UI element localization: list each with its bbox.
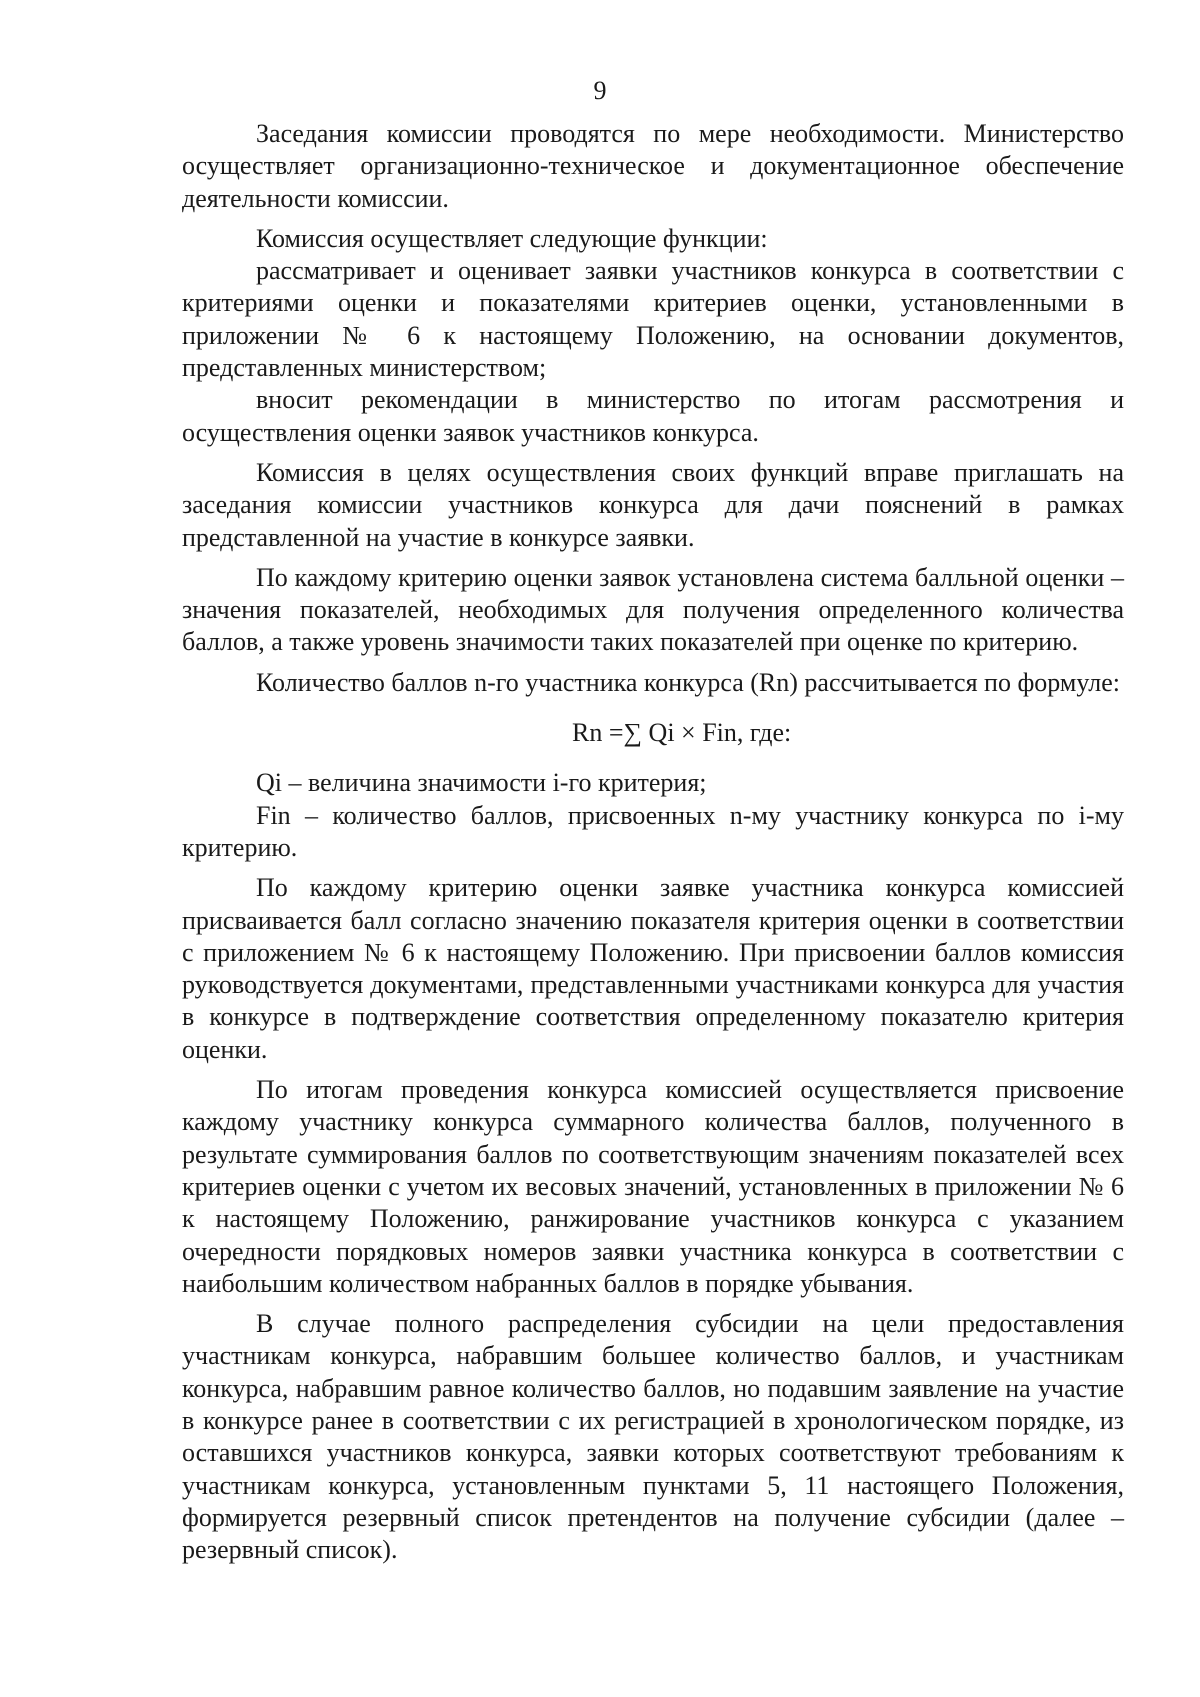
paragraph-function-recommend: вносит рекомендации в министерство по итогам рассмотрения и осуществления оценки заявок участников конкурса. xyxy=(182,385,1124,447)
paragraph-function-review: рассматривает и оценивает заявки участников конкурса в соответствии с критериями оценки и показателями критериев оценки, установленными в приложении № 6 к настоящему Положению, на основании документов, представленных министерством; xyxy=(182,256,1124,383)
paragraph-scoring-system: По каждому критерию оценки заявок установлена система балльной оценки – значения показателей, необходимых для получения определенного количества баллов, а также уровень значимости таких показателей при оценке по критерию. xyxy=(182,562,1124,657)
paragraph-ranking: По итогам проведения конкурса комиссией осуществляется присвоение каждому участнику конкурса суммарного количества баллов, полученного в результате суммирования баллов по соответствующим значениям показателей всех критериев оценки с учетом их весовых значений, установленных в приложении № 6 к настоящему Положению, ранжирование участников конкурса с указанием очередности порядковых номеров заявки участника конкурса в соответствии с наибольшим количеством набранных баллов в порядке убывания. xyxy=(182,1075,1124,1298)
definition-fin: Fin – количество баллов, присвоенных n-му участнику конкурса по i-му критерию. xyxy=(182,800,1124,862)
paragraph-functions-intro: Комиссия осуществляет следующие функции: xyxy=(256,223,768,253)
paragraph-invite: Комиссия в целях осуществления своих функций вправе приглашать на заседания комиссии участников конкурса для дачи пояснений в рамках представленной на участие в конкурсе заявки. xyxy=(182,457,1124,552)
paragraph-reserve-list: В случае полного распределения субсидии на цели предоставления участникам конкурса, набравшим большее количество баллов, и участникам конкурса, набравшим равное количество баллов, но подавшим заявление на участие в конкурсе ранее в соответствии с их регистрацией в хронологическом порядке, из оставшихся участников конкурса, заявки которых соответствуют требованиям к участникам конкурса, установленным пунктами 5, 11 настоящего Положения, формируется резервный список претендентов на получение субсидии (далее – резервный список). xyxy=(182,1309,1124,1565)
paragraph-score-count: Количество баллов n-го участника конкурса (Rn) рассчитывается по формуле: xyxy=(256,667,1120,697)
paragraph-score-assignment: По каждому критерию оценки заявке участника конкурса комиссией присваивается балл согласно значению показателя критерия оценки в соответствии с приложением № 6 к настоящему Положению. При присвоении баллов комиссия руководствуется документами, представленными участниками конкурса для участия в конкурсе в подтверждение соответствия определенному показателю критерия оценки. xyxy=(182,873,1124,1064)
paragraph-meetings: Заседания комиссии проводятся по мере необходимости. Министерство осуществляет организационно-техническое и документационное обеспечение деятельности комиссии. xyxy=(182,119,1124,213)
page-number: 9 xyxy=(593,76,607,105)
definition-qi: Qi – величина значимости i-го критерия; xyxy=(256,768,707,798)
formula: Rn =∑ Qi × Fin, где: xyxy=(572,718,792,748)
document-body xyxy=(182,118,1124,1566)
